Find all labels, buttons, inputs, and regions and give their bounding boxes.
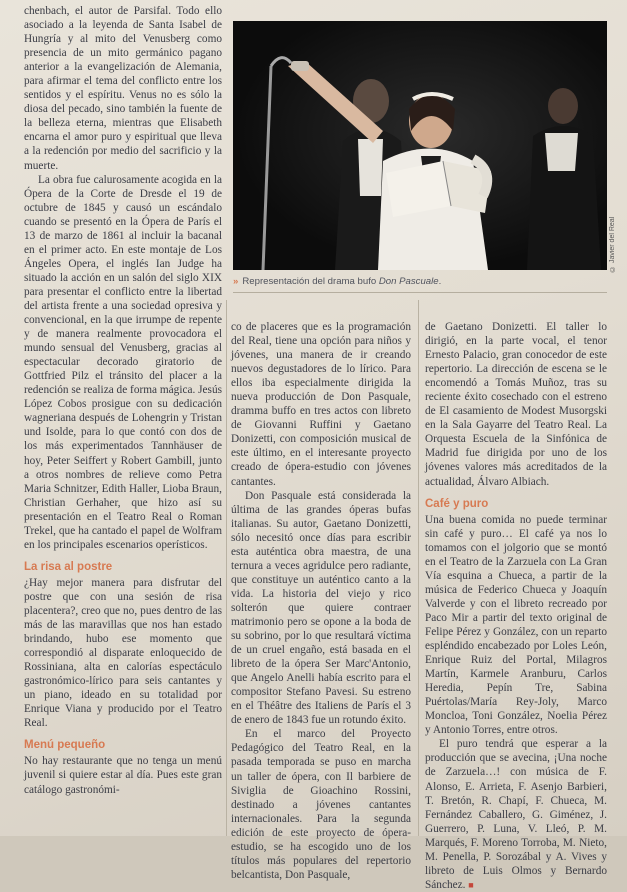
article-column-2 — [231, 320, 411, 882]
paragraph-text: El puro tendrá que esperar a la producción que se avecina, ¡Una noche de Zarzuela…! con música de F. Alonso, E. Arrieta, F. Asenjo Barbieri, T. Bretón, R. Chapí, F. Chueca, M. Fernández Caballero, G. Giménez, J. Guerrero, P. Luna, V. Lleó, P. M. Marqués, F. Moreno Torroba, M. Nieto, M. Penella, P. Sorozábal y A. Vives y libreto de Luis Olmos y Bernardo Sánchez. — [425, 738, 607, 891]
column-divider — [226, 300, 227, 836]
caption-text: Representación del drama bufo — [242, 276, 379, 287]
section-heading: Menú pequeño — [24, 739, 106, 752]
column-divider — [418, 300, 419, 836]
paragraph-last — [425, 737, 607, 892]
paragraph: En el marco del Proyecto Pedagógico del Teatro Real, en la pasada temporada se puso en marcha un taller de ópera, con Il barbiere de Siviglia de Gioachino Rossini, destinado a jóvenes cantantes internacionales. Para la segunda edición de este proyecto de ópera-estudio, se ha escogido uno de los títulos más populares del repertorio belcantista, Don Pasquale, — [231, 728, 411, 881]
caption-divider — [233, 292, 607, 293]
paragraph: No hay restaurante que no tenga un menú juvenil si quiere estar al día. Pues este gran catálogo gastronómi- — [24, 755, 222, 796]
end-mark-icon: ■ — [468, 879, 474, 890]
paragraph: Una buena comida no puede terminar sin café y puro… El café ya nos lo tomamos con el jolgorio que se montó en el Teatro de la Zarzuela con La Gran Vía esquina a Chueca, a partir de la música de Federico Chueca y Joaquín Valverde y con el libreto recreado por Paco Mir a partir del texto original de Felipe Pérez y González, con un reparto espléndido encabezado por Loles León, Enrique Ruiz del Portal, Milagros Martín, Karmele Aranburu, Carlos Heredia, Pepín Tre, Sabina Puértolas/María Rey-Joly, Marco Moncloa, Toni González, Noelia Pérez y Antonio Torres, entre otros. — [425, 513, 607, 737]
caption-arrow-icon: » — [233, 276, 239, 287]
paragraph: ¿Hay mejor manera para disfrutar del postre que con una sesión de risa placentera?, creo que no, pues dentro de las más de las maravillas que nos han estado brindando, hubo ese momento que correspondió al disparate enloquecido de Rossiniana, alta en calorías espectáculo gastronómico-lírico para seis cantantes y un piano, ideado en su totalidad por Enrique Viana y producido por el Teatro Real. — [24, 576, 222, 730]
photo-caption — [233, 276, 607, 287]
paragraph: Don Pasquale está considerada la última de las grandes óperas bufas italianas. Su autor, Gaetano Donizetti, sólo necesitó once días para escribir esta auténtica obra maestra, de una ternura a veces agridulce pero radiante, que constituye un auténtico canto a la vida. La historia del viejo y rico solterón que quiere contraer matrimonio pero se opone a la boda de su sobrino, por lo que resultará víctima de un cruel engaño, está basada en el libreto de la ópera Ser Marc'Antonio, que Angelo Anelli había escrito para el compositor Stefano Pavesi. Su estreno en el Théâtre des Italiens de París el 3 de enero de 1843 fue un rotundo éxito. — [231, 489, 411, 727]
caption-title: Don Pascuale — [378, 276, 439, 287]
article-column-3 — [425, 320, 607, 892]
section-heading: Café y puro — [425, 497, 489, 510]
section-heading: La risa al postre — [24, 560, 113, 573]
paragraph: chenbach, el autor de Parsifal. Todo ello asociado a la leyenda de Santa Isabel de Hungría y al mito del Venusberg como presencia de un mito germánico pagano anterior a la evangelización de Alemania, para afirmar el tema del conflicto entre los sentidos y el espíritu. Venus no es sólo la diosa del pecado, sino también la fuente de la belleza eterna, mientras que Elisabeth encarna el amor puro y espiritual que lleva a la redención por medio del sacrificio y la muerte. — [24, 5, 222, 172]
caption-suffix: . — [438, 276, 442, 287]
paragraph: La obra fue calurosamente acogida en la Ópera de la Corte de Dresde el 19 de octubre de 1845 y causó un escándalo cuando se presentó en la Ópera de París el 13 de marzo de 1861 al incluir la bacanal en el primer acto. En este montaje de Los Ángeles Opera, el inglés Ian Judge ha situado la acción en un salón del siglo XIX para presentar el conflicto entre la libertad del artista frente a una sociedad opresiva y convencional, en la que irrumpe de repente y de manera realmente provocadora el mundo sensual del Venusberg, gracias al espectacular decorado giratorio de Gottfried Pilz el tránsito del placer a la redención se realiza de forma mágica. Jesús López Cobos prosigue con su dedicación wagneriana después de Lohengrin y Tristan und Isolde, para lo que contó con dos de los más experimentados Tannhäuser de hoy, Peter Seiffert y Robert Gambill, junto a otros nombres de relieve como Petra Maria Schnitzer, Edith Haller, Lioba Braun, Christian Gerhaher, que hizo así su presentación en el Teatro Real o Roman Trekel, que ha cantado el papel de Wolfram en los principales escenarios operísticos. — [24, 173, 222, 551]
photo-illustration — [233, 21, 607, 270]
stage-photo — [233, 21, 607, 270]
article-column-1 — [24, 4, 222, 797]
paragraph: co de placeres que es la programación del Real, tiene una opción para niños y jóvenes, una manera de ir creando nuevos degustadores de lo lírico. Para ellos iba especialmente dirigida la nueva producción de Don Pasquale, dramma buffo en tres actos con libreto de Giovanni Ruffini y Gaetano Donizetti, con composición musical de este último, en el interesante proyecto creado de ópera-estudio con jóvenes cantantes. — [231, 321, 411, 488]
paragraph: de Gaetano Donizetti. El taller lo dirigió, en la parte vocal, el tenor Ernesto Palacio, gran conocedor de este repertorio. La dirección de escena se le encomendó a Tomás Muñoz, tras su reciente éxito cosechado con el estreno de El casamiento de Modest Musorgski en la Sala Gayarre del Teatro Real. La Orquesta Escuela de la Sinfónica de Madrid fue dirigida por uno de los jóvenes valores más acreditados de la actualidad, Álvaro Albiach. — [425, 321, 607, 488]
photo-credit: © Javier del Real — [609, 216, 616, 272]
